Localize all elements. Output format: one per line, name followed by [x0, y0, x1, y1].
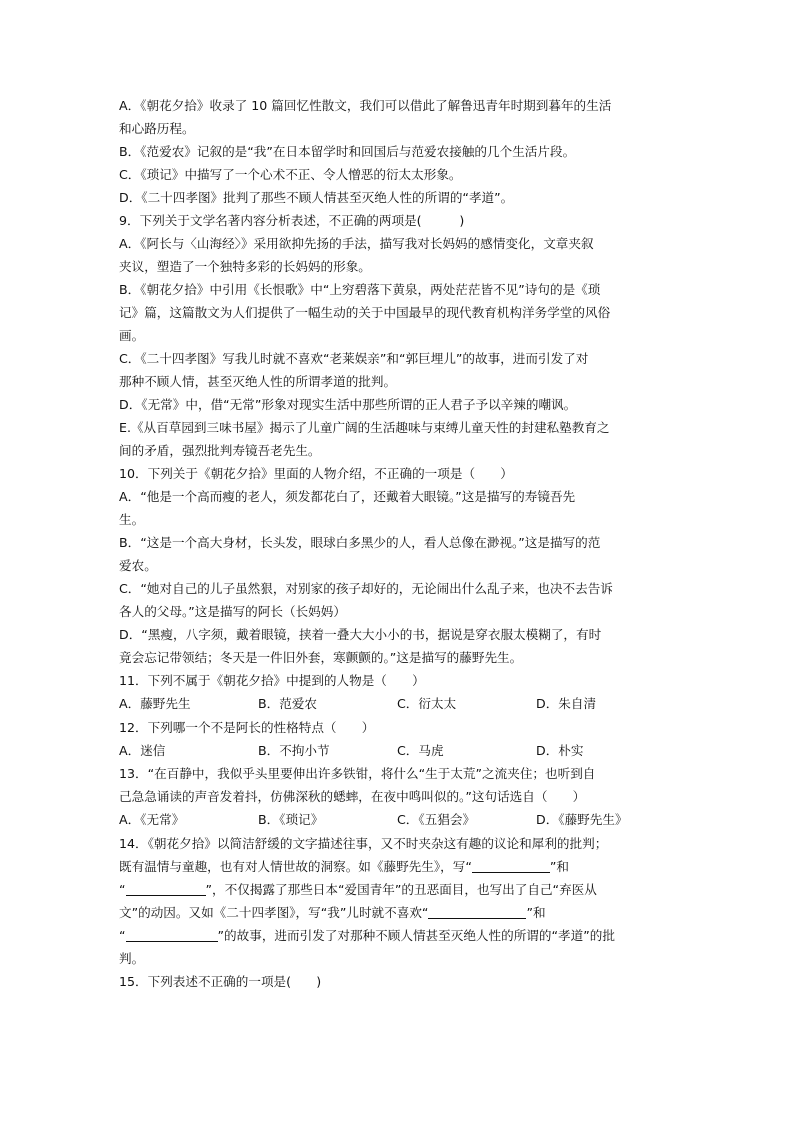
q8-option-d: D．《二十四孝图》批判了那些不顾人情甚至灭绝人性的所谓的“孝道”。: [119, 190, 514, 205]
q8-option-a-cont: 和心路历程。: [119, 121, 195, 136]
question-12: [119, 716, 679, 763]
q11-option-c: C．衍太太: [397, 696, 457, 711]
q11-stem: 11．下列不属于《朝花夕拾》中提到的人物是（ ）: [119, 673, 425, 688]
q9-line: 画。: [119, 328, 145, 343]
q9-line: B．《朝花夕拾》中引用《长恨歌》中“上穷碧落下黄泉，两处茫茫皆不见”诗句的是《琐: [119, 282, 601, 297]
q8-option-b: B．《范爱农》记叙的是“我”在日本留学时和回国后与范爱农接触的几个生活片段。: [119, 144, 576, 159]
q8-option-a: A．《朝花夕拾》收录了 10 篇回忆性散文，我们可以借此了解鲁迅青年时期到暮年的生活: [119, 98, 612, 113]
q14-line: [119, 901, 679, 924]
q14-text: “: [119, 927, 126, 943]
q11-option-a: A．藤野先生: [119, 696, 191, 711]
q12-option-c: C．马虎: [397, 742, 444, 758]
q13-option-a: A．《无常》: [119, 812, 185, 827]
q15-stem: 15．下列表述不正确的一项是( ): [119, 973, 322, 989]
q14-line: [119, 878, 679, 901]
question-14: [119, 832, 679, 970]
q8-options: [119, 94, 679, 209]
q10-line: 各人的父母。”这是描写的阿长（长妈妈）: [119, 604, 346, 619]
q13-options: [119, 808, 679, 832]
q14-text: 既有温情与童趣，也有对人情世故的洞察。如《藤野先生》，写“: [119, 858, 472, 874]
q14-text: ”和: [549, 858, 569, 874]
fill-blank-3[interactable]: [428, 904, 526, 919]
q12-options: [119, 739, 679, 763]
q9-line: 那种不顾人情，甚至灭绝人性的所谓孝道的批判。: [119, 374, 397, 389]
q11-options: [119, 692, 679, 716]
q10-line: C．“她对自己的儿子虽然狠，对别家的孩子却好的，无论闹出什么乱子来，也决不去告诉: [119, 581, 613, 596]
q13-line: 己急急诵读的声音发着抖，仿佛深秋的蟋蟀，在夜中鸣叫似的。”这句话选自（ ）: [119, 789, 586, 804]
question-11: [119, 669, 679, 716]
q14-text: ”，不仅揭露了那些日本“爱国青年”的丑恶面目，也写出了自己“弃医从: [205, 881, 597, 897]
q13-line: 13．“在百静中，我似乎头里要伸出许多铁钳，将什么“生于太荒”之流夹住；也听到自: [119, 766, 596, 781]
q9-line: D．《无常》中，借“无常”形象对现实生活中那些所谓的正人君子予以辛辣的嘲讽。: [119, 397, 577, 412]
q14-text: ”的故事，进而引发了对那种不顾人情甚至灭绝人性的所谓的“孝道”的批: [217, 927, 615, 943]
q14-line: [119, 855, 679, 878]
q11-option-d: D．朱自清: [536, 696, 597, 711]
q14-text: 文”的动因。又如《二十四孝图》，写“我”儿时就不喜欢“: [119, 904, 429, 920]
q10-line: 生。: [119, 512, 145, 527]
question-10: [119, 462, 679, 669]
q12-stem: 12．下列哪一个不是阿长的性格特点（ ）: [119, 719, 375, 735]
q9-line: 间的矛盾，强烈批判寿镜吾老先生。: [119, 443, 321, 458]
q10-line: 爱农。: [119, 558, 157, 573]
fill-blank-4[interactable]: [126, 927, 218, 942]
q11-option-b: B．范爱农: [258, 696, 318, 711]
q13-option-c: C．《五猖会》: [397, 812, 476, 827]
q9-line: 夹议，塑造了一个独特多彩的长妈妈的形象。: [119, 259, 371, 274]
exam-page: [119, 94, 679, 993]
q12-option-b: B．不拘小节: [258, 742, 330, 758]
q9-line: 记》篇，这篇散文为人们提供了一幅生动的关于中国最早的现代教育机构洋务学堂的风俗: [119, 305, 611, 320]
q13-option-d: D．《藤野先生》: [536, 812, 628, 827]
q14-text: “: [119, 881, 126, 897]
q10-stem: 10．下列关于《朝花夕拾》里面的人物介绍，不正确的一项是（ ）: [119, 466, 513, 481]
q9-line: C．《二十四孝图》写我儿时就不喜欢“老莱娱亲”和“郭巨埋儿”的故事，进而引发了对: [119, 351, 589, 366]
q10-line: A．“他是一个高而瘦的老人，须发都花白了，还戴着大眼镜。”这是描写的寿镜吾先: [119, 489, 576, 504]
q14-line: 14．《朝花夕拾》以简洁舒缓的文字描述往事，又不时夹杂这有趣的议论和犀利的批判；: [119, 835, 608, 851]
q14-text: ”和: [526, 904, 546, 920]
q12-option-a: A．迷信: [119, 742, 166, 758]
fill-blank-2[interactable]: [126, 881, 206, 896]
question-15: [119, 970, 679, 993]
q9-stem: 9．下列关于文学名著内容分析表述，不正确的两项是( ): [119, 213, 465, 228]
q14-line: 判。: [119, 950, 145, 966]
q14-line: [119, 924, 679, 947]
q9-line: A．《阿长与〈山海经〉》采用欲抑先扬的手法，描写我对长妈妈的感情变化，文章夹叙: [119, 236, 594, 251]
q8-option-c: C．《琐记》中描写了一个心术不正、令人憎恶的衍太太形象。: [119, 167, 462, 182]
fill-blank-1[interactable]: [472, 858, 550, 873]
q10-line: B．“这是一个高大身材，长头发，眼球白多黑少的人，看人总像在渺视。”这是描写的范: [119, 535, 601, 550]
q13-option-b: B．《琐记》: [258, 812, 324, 827]
q12-option-d: D．朴实: [536, 742, 584, 758]
q9-line: E.《从百草园到三味书屋》揭示了儿童广阔的生活趣味与束缚儿童天性的封建私塾教育之: [119, 420, 610, 435]
q10-line: D．“黑瘦，八字须，戴着眼镜，挟着一叠大大小小的书，据说是穿衣服太模糊了，有时: [119, 627, 602, 642]
q10-line: 竟会忘记带领结；冬天是一件旧外套，寒颤颤的。”这是描写的藤野先生。: [119, 650, 523, 665]
question-9: [119, 209, 679, 462]
question-13: [119, 762, 679, 832]
